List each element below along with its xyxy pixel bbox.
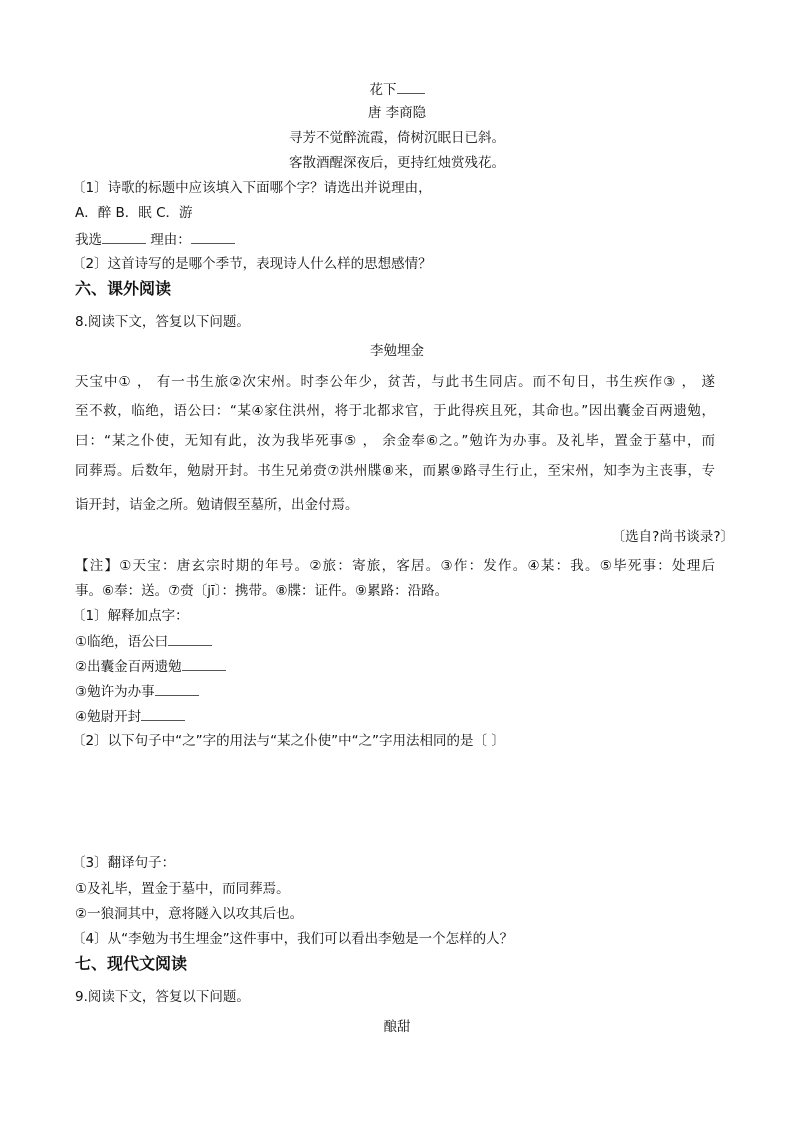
passage-line: 曰：“某之仆使，无知有此，汝为我毕死事⑤ ， 余金奉⑥之。”勉许为办事。及礼毕，置金于墓中，而 — [75, 433, 715, 449]
sub-question: ①及礼毕，置金于墓中，而同葬焉。 — [75, 881, 290, 897]
question: 〔2〕以下句子中“之”字的用法与“某之仆使”中“之”字用法相同的是〔 〕 — [72, 733, 505, 749]
source: 〔选自?尚书谈录?〕 — [611, 529, 734, 545]
section-heading: 七、现代文阅读 — [75, 954, 188, 973]
question: 〔2〕这首诗写的是哪个季节，表现诗人什么样的思想感情？ — [72, 256, 432, 272]
sub-question: ④勉尉开封 — [75, 707, 185, 726]
passage-line: 诣开封，诘金之所。勉请假至墓所，出金付焉。 — [75, 497, 359, 513]
answer-line: 我选 理由： — [75, 230, 235, 249]
poem-line: 客散酒醒深夜后，更持红烛赏残花。 — [289, 155, 505, 171]
answer-blank[interactable] — [168, 632, 212, 646]
answer-blank[interactable] — [102, 230, 146, 244]
options: A．醉 B．眠 C．游 — [75, 205, 193, 221]
intro: 9.阅读下文，答复以下问题。 — [75, 989, 250, 1005]
question: 〔4〕从“李勉为书生埋金”这件事中，我们可以看出李勉是一个怎样的人？ — [72, 931, 514, 947]
passage-title: 李勉埋金 — [370, 343, 424, 359]
passage-line: 同葬焉。后数年，勉尉开封。书生兄弟赍⑦洪州牒⑧来，而累⑨路寻生行止，至宋州，知李为主丧事，专 — [75, 463, 715, 479]
sub-question: ③勉许为办事 — [75, 682, 199, 701]
answer-blank[interactable] — [141, 707, 185, 721]
poem-line: 寻芳不觉醉流霞，倚树沉眠日已斜。 — [289, 130, 505, 146]
sub-question: ①临绝，语公曰 — [75, 632, 212, 651]
poem-author: 唐 李商隐 — [367, 105, 427, 121]
sub-question: ②一狼洞其中，意将隧入以攻其后也。 — [75, 906, 304, 922]
notes: 【注】①天宝：唐玄宗时期的年号。②旅：寄旅，客居。③作：发作。④某：我。⑤毕死事：处理后 — [75, 558, 715, 574]
sub-question: ②出囊金百两遗勉 — [75, 657, 226, 676]
answer-blank[interactable] — [191, 230, 235, 244]
answer-blank[interactable] — [155, 682, 199, 696]
passage-line: 天宝中① ， 有一书生旅②次宋州。时李公年少，贫苦，与此书生同店。而不旬日，书生疾作③ ， 遂 — [75, 374, 715, 390]
passage-line: 至不救，临绝，语公曰：“某④家住洪州，将于北都求官，于此得疾且死，其命也。”因出囊金百两遗勉， — [75, 403, 715, 419]
question: 〔1〕解释加点字： — [72, 608, 189, 624]
passage-title: 酿甜 — [383, 1019, 411, 1035]
notes: 事。⑥奉：送。⑦赍〔jī〕：携带。⑧牒：证件。⑨累路：沿路。 — [75, 583, 449, 599]
intro: 8.阅读下文，答复以下问题。 — [75, 314, 250, 330]
question: 〔1〕诗歌的标题中应该填入下面哪个字？请选出并说理由， — [72, 180, 432, 196]
question: 〔3〕翻译句子： — [72, 855, 176, 871]
section-heading: 六、课外阅读 — [75, 279, 172, 298]
answer-blank[interactable] — [182, 657, 226, 671]
poem-title: 花下 — [0, 80, 794, 99]
